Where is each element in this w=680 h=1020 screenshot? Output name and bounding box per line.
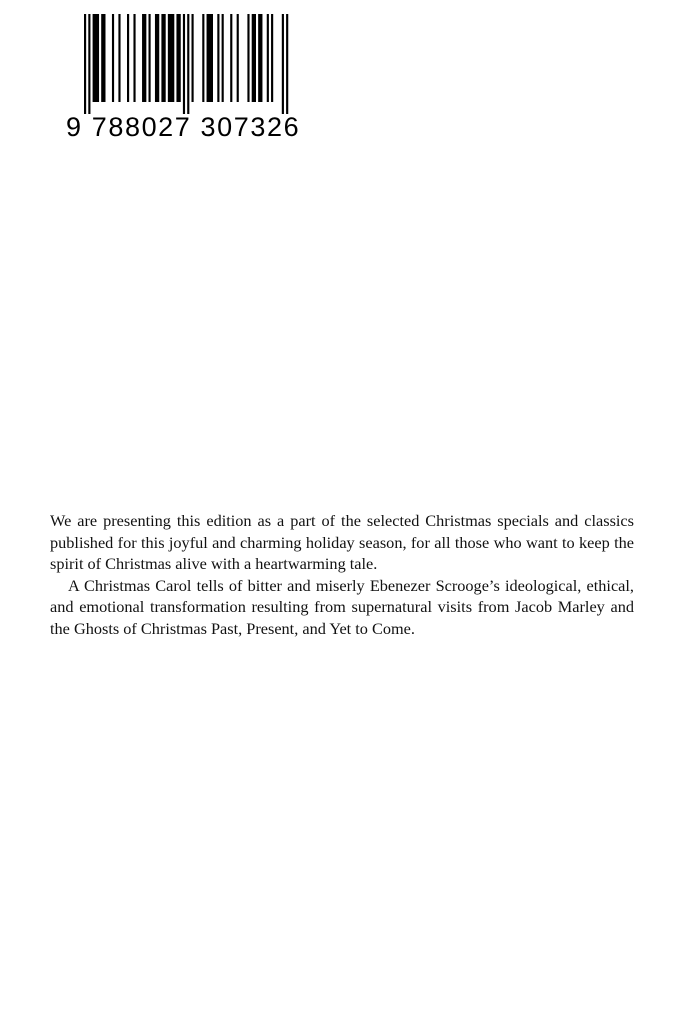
barcode-bar	[222, 14, 224, 102]
barcode-bar	[93, 14, 99, 102]
barcode-bar	[88, 14, 90, 114]
barcode-bar	[267, 14, 269, 102]
barcode-bar	[217, 14, 219, 102]
barcode-bar	[271, 14, 273, 102]
barcode-bar	[207, 14, 213, 102]
barcode-bar	[252, 14, 256, 102]
blurb-paragraph-2: A Christmas Carol tells of bitter and miserly Ebenezer Scrooge’s ideological, ethical, and emotional transformation resulting from supernatural visits from Jacob Marley and the Ghosts of Christmas Past, Present, and Yet to Come.	[50, 575, 634, 638]
barcode-bar	[282, 14, 284, 114]
barcode-bar	[118, 14, 120, 102]
back-cover-blurb	[50, 510, 634, 639]
barcode-bar	[176, 14, 180, 102]
barcode-bar	[183, 14, 185, 114]
barcode-bar	[192, 14, 194, 102]
barcode-bar	[168, 14, 174, 102]
barcode-bar	[149, 14, 151, 102]
barcode-bar	[230, 14, 232, 102]
barcode-bar	[155, 14, 159, 102]
barcode-bar	[101, 14, 105, 102]
barcode-bar	[286, 14, 288, 114]
barcode-bar	[187, 14, 189, 114]
blurb-paragraph-1: We are presenting this edition as a part of the selected Christmas specials and classics published for this joyful and charming holiday season, for all those who want to keep the spirit of Christmas alive with a heartwarming tale.	[50, 511, 634, 573]
barcode-bar	[237, 14, 239, 102]
barcode-bar	[202, 14, 204, 102]
barcode-bar	[258, 14, 262, 102]
barcode-bar	[133, 14, 135, 102]
isbn-number: 9 788027 307326	[66, 112, 301, 142]
barcode-bar	[112, 14, 114, 102]
barcode-bar	[161, 14, 165, 102]
barcode-bar	[127, 14, 129, 102]
isbn-barcode	[66, 14, 301, 142]
barcode-bar	[247, 14, 249, 102]
barcode-bars	[84, 14, 290, 114]
barcode-bar	[142, 14, 146, 102]
barcode-bar	[84, 14, 86, 114]
